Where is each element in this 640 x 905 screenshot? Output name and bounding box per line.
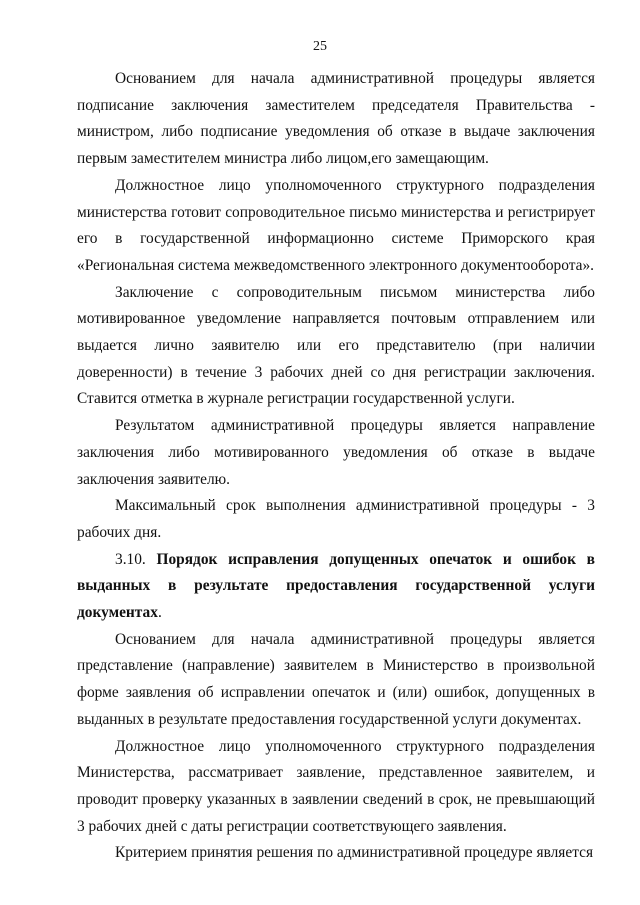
paragraph-basis: Основанием для начала административной процедуры является подписание заключения заместителем председателя Правительства - министром, либо подписание уведомления об отказе в выдаче заключения первым заместителем министра либо лицом,его замещающим. xyxy=(77,70,595,168)
paragraph-correction-review: Должностное лицо уполномоченного структурного подразделения Министерства, рассматривает заявление, представленное заявителем, и проводит проверку указанных в заявлении сведений в срок, не превышающий 3 рабочих дней с даты регистрации соответствующего заявления. xyxy=(77,737,595,835)
section-title: Порядок исправления допущенных опечаток и ошибок в выданных в результате предоставления государственной услуги документах xyxy=(77,550,595,622)
document-body xyxy=(77,66,595,867)
paragraph-decision-criterion: Критерием принятия решения по административной процедуре является xyxy=(115,844,594,862)
page-number: 25 xyxy=(313,39,327,54)
paragraph-correction-basis: Основанием для начала административной процедуры является представление (направление) заявителем в Министерство в произвольной форме заявления об исправлении опечаток и (или) ошибок, допущенных в выданных в результате предоставления государственной услуги документах. xyxy=(77,630,595,728)
section-number: 3.10. xyxy=(115,550,146,568)
section-title-end: . xyxy=(157,604,162,622)
paragraph-result: Результатом административной процедуры является направление заключения либо мотивированного уведомления об отказе в выдаче заключения заявителю. xyxy=(77,417,595,488)
paragraph-official-registers: Должностное лицо уполномоченного структурного подразделения министерства готовит сопроводительное письмо министерства и регистрирует его в государственной информационно системе Приморского края «Региональная система межведомственного электронного документооборота». xyxy=(77,176,595,274)
section-heading xyxy=(77,547,595,627)
paragraph-delivery: Заключение с сопроводительным письмом министерства либо мотивированное уведомление направляется почтовым отправлением или выдается лично заявителю или его представителю (при наличии доверенности) в течение 3 рабочих дней со дня регистрации заключения. Ставится отметка в журнале регистрации государственной услуги. xyxy=(77,283,595,408)
paragraph-max-term: Максимальный срок выполнения административной процедуры - 3 рабочих дня. xyxy=(77,497,595,541)
